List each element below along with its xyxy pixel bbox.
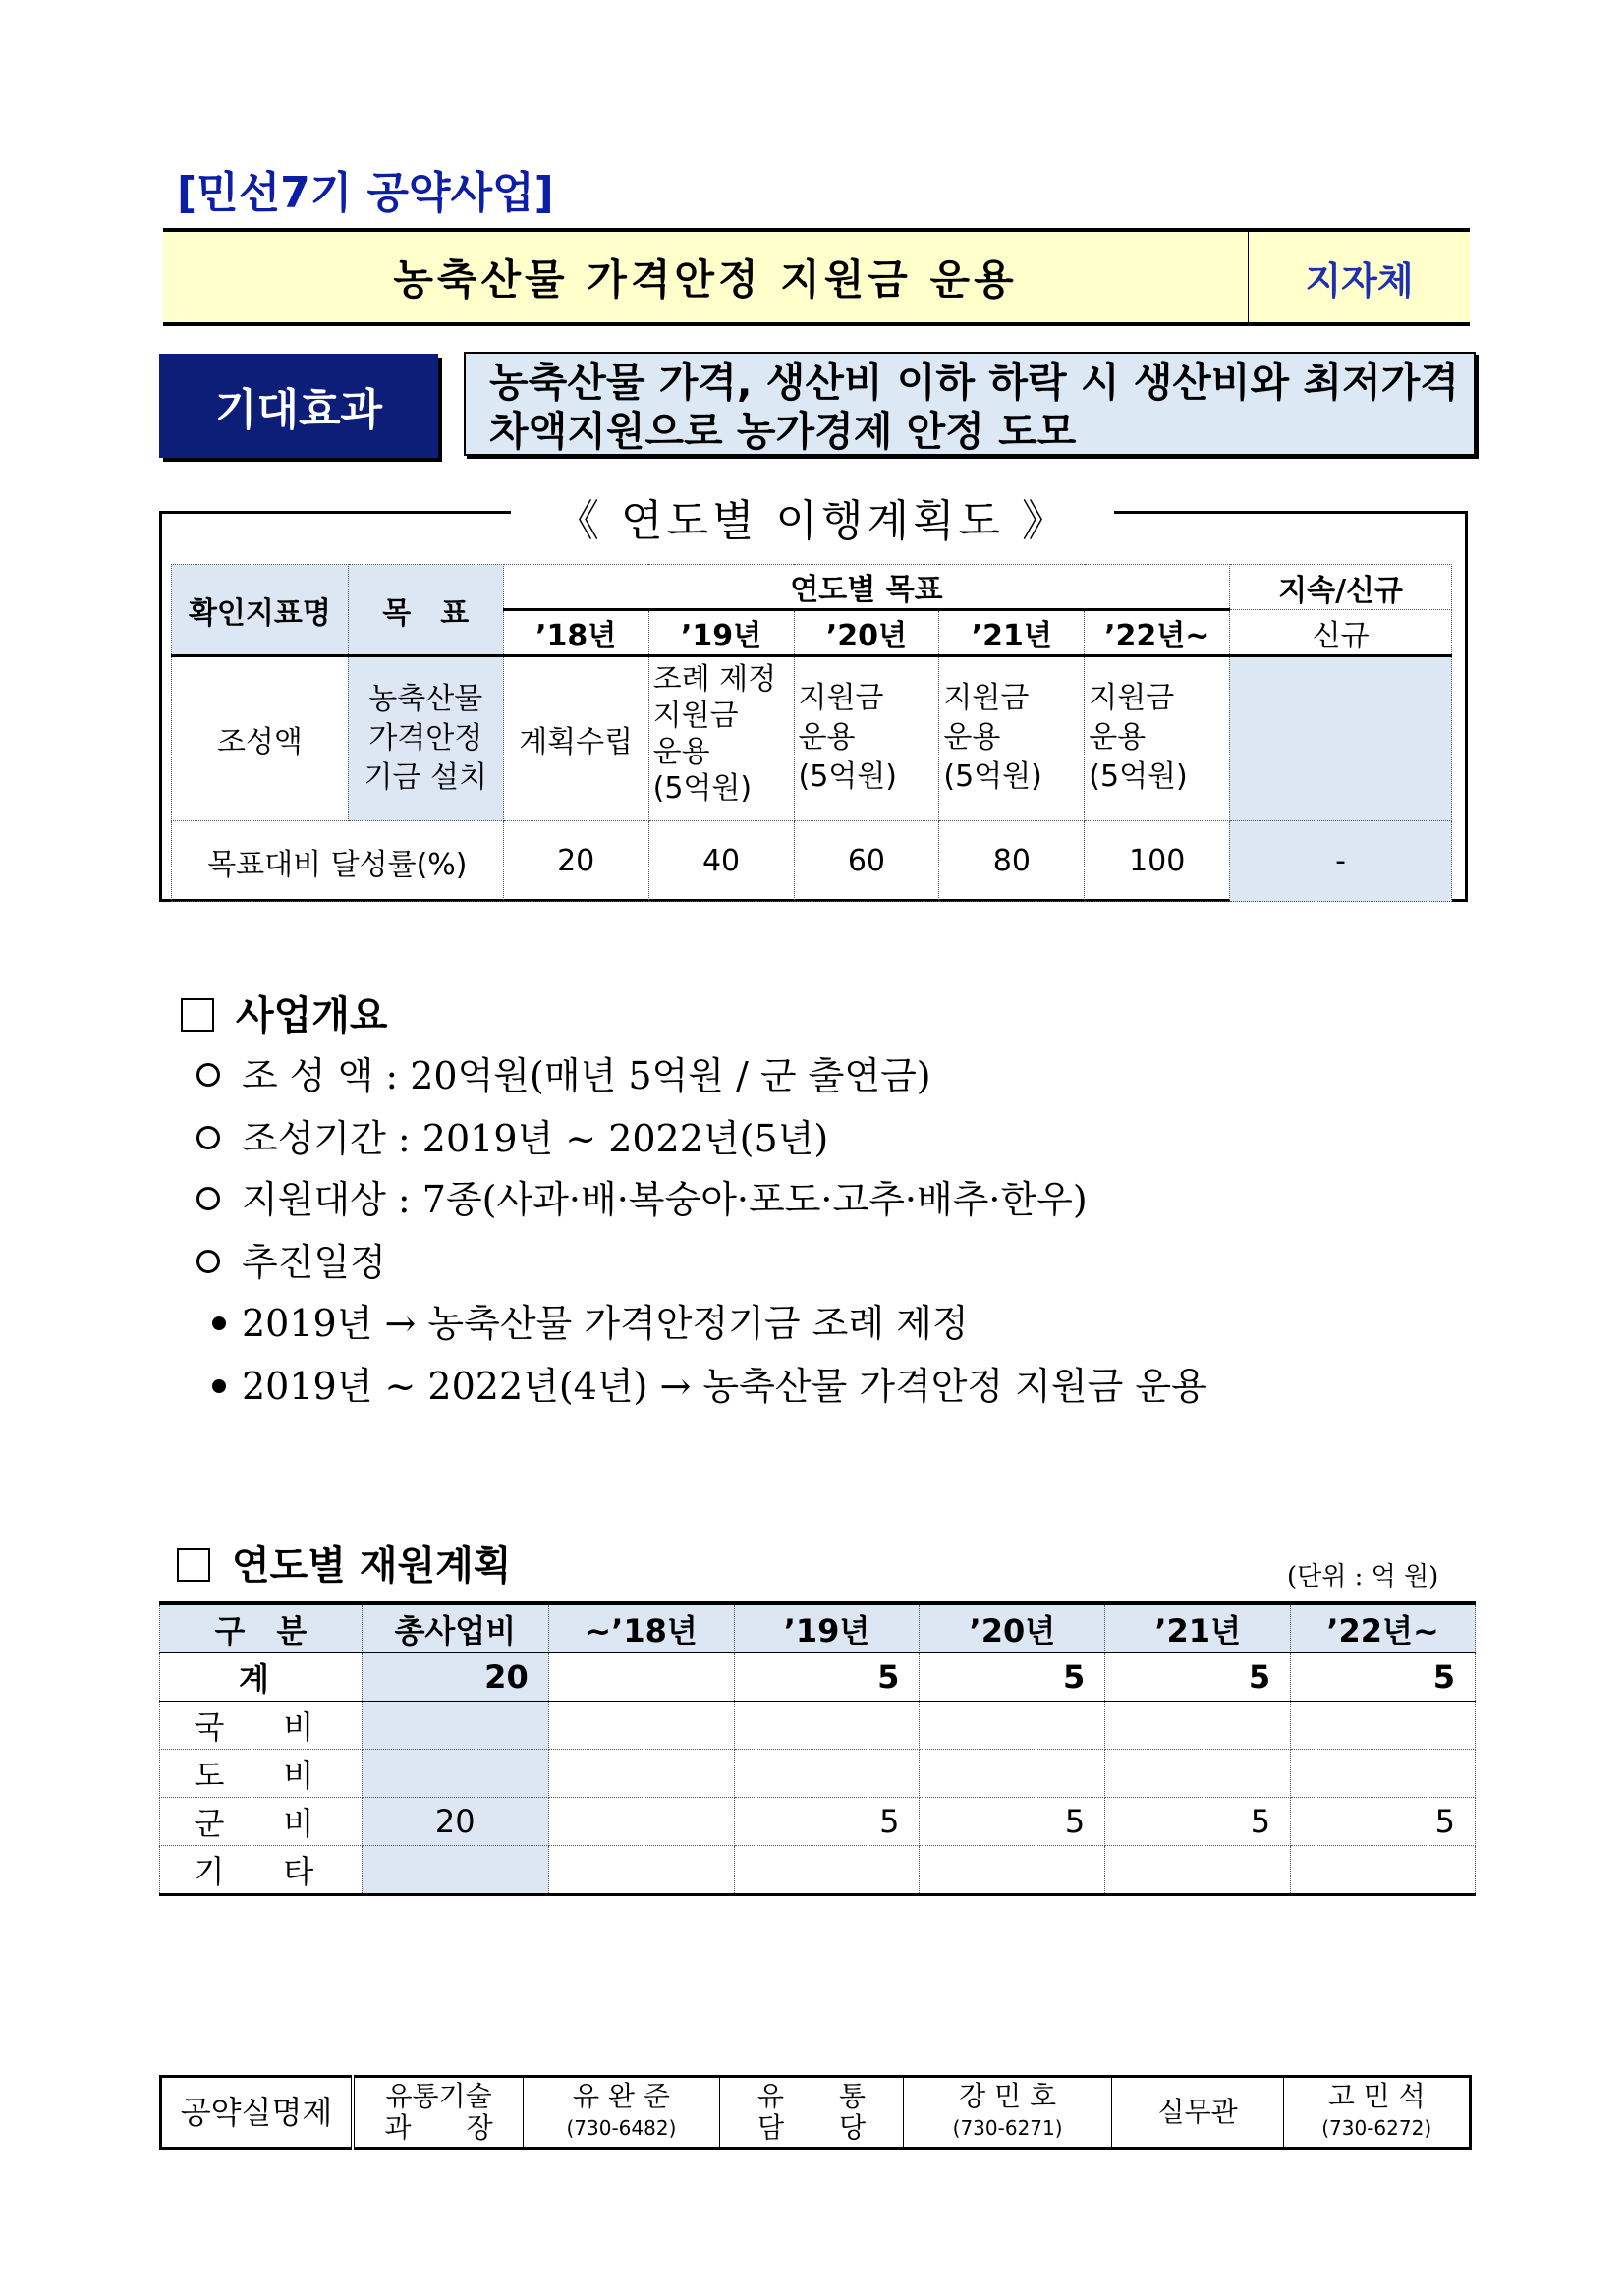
funding-col-header: ’22년~ [1291,1603,1476,1653]
plan-cell-19 [648,656,794,821]
cell: 20 [362,1798,548,1846]
plan-cell-22 [1085,656,1230,821]
plan-header-goal: 목 표 [348,565,503,656]
footer-staff-tel: (730-6272) [1321,2116,1432,2140]
plan-cell-line: 지원금 [798,681,884,715]
cell: 20 [362,1653,548,1702]
cell [1291,1750,1476,1798]
effect-line-2: 차액지원으로 농가경제 안정 도모 [489,408,1077,455]
checkbox-icon [177,1548,210,1582]
cell [1291,1846,1476,1895]
cell [920,1702,1105,1750]
plan-achievement-value: 100 [1085,821,1230,902]
cell [734,1702,920,1750]
footer-role-bottom: 담 당 [756,2111,867,2144]
plan-heading: 《 연도별 이행계획도 》 [556,496,1069,546]
funding-col-header: 구 분 [160,1603,363,1653]
footer-staff-name: 고 민 석 [1327,2080,1426,2112]
plan-cell-18 [503,656,648,821]
table-row [160,1702,1476,1750]
overview-heading-text: 사업개요 [236,993,388,1038]
cell: 5 [920,1653,1105,1702]
row-label: 계 [160,1653,363,1702]
plan-cell-line: 운용 [652,735,710,769]
plan-status-cell [1230,656,1452,821]
plan-goal-line: 가격안정 [368,721,483,756]
effect-line-1: 농축산물 가격, 생산비 이하 하락 시 생산비와 최저가격 [489,359,1459,406]
plan-frame-line [1114,511,1468,514]
table-row [160,1653,1476,1702]
checkbox-icon [181,998,214,1032]
footer-lead-tel: (730-6271) [952,2116,1063,2140]
funding-table [159,1601,1476,1896]
plan-header-indicator: 확인지표명 [172,565,349,656]
page-title: 농축산물 가격안정 지원금 운용 [393,255,1018,304]
plan-status-value: 신규 [1230,610,1452,656]
cell: 5 [734,1798,920,1846]
footer-table [159,2075,1472,2150]
circle-bullet-icon [196,1063,220,1087]
subject-label: 지자체 [1248,232,1470,322]
plan-cell-line: (5억원) [943,759,1042,794]
dot-bullet-icon [212,1316,226,1330]
cell [548,1798,734,1846]
effect-label: 기대효과 [159,354,438,458]
overview-sub-item [212,1293,969,1347]
footer-manager [524,2077,720,2149]
funding-heading-text: 연도별 재원계획 [232,1543,512,1589]
cell: 5 [1105,1653,1291,1702]
funding-col-header: ’19년 [734,1603,920,1653]
plan-goal-line: 기금 설치 [364,760,487,795]
cell [920,1846,1105,1895]
overview-sub-item [212,1356,1207,1410]
overview-sub-item-text: 2019년 ~ 2022년(4년) → 농축산물 가격안정 지원금 운용 [242,1365,1207,1408]
plan-cell-line: 운용 [943,720,1001,755]
row-label: 기 타 [160,1846,363,1895]
plan-cell-21 [939,656,1085,821]
cell: 5 [920,1798,1105,1846]
footer-manager-name: 유 완 준 [572,2080,670,2112]
overview-item [196,1169,1088,1223]
pledge-tag: [민선7기 공약사업] [177,168,554,218]
footer-dept-bottom: 과 장 [384,2111,493,2144]
overview-item-text: 추진일정 [242,1241,386,1284]
table-row [160,1750,1476,1798]
cell [734,1846,920,1895]
row-label: 군 비 [160,1798,363,1846]
plan-cell-line: 계획수립 [519,725,634,759]
cell [1105,1702,1291,1750]
dot-bullet-icon [212,1379,226,1393]
cell: 5 [734,1653,920,1702]
overview-item [196,1108,828,1162]
row-label: 국 비 [160,1702,363,1750]
footer-role-top: 유 통 [756,2080,867,2112]
cell [548,1750,734,1798]
footer-staff-label: 실무관 [1111,2077,1284,2149]
footer-label: 공약실명제 [161,2077,353,2149]
cell [362,1846,548,1895]
plan-goal-line: 농축산물 [368,682,483,716]
funding-heading [177,1535,511,1591]
cell [920,1750,1105,1798]
effect-text [464,352,1476,456]
plan-achievement-value: 20 [503,821,648,902]
cell [362,1750,548,1798]
footer-dept [353,2077,524,2149]
plan-header-status: 지속/신규 [1230,565,1452,610]
title-box [163,228,1470,326]
cell [1291,1702,1476,1750]
plan-cell-line: 지원금 [1089,681,1175,715]
plan-cell-line: 운용 [798,720,856,755]
plan-table [171,564,1452,902]
table-row [160,1798,1476,1846]
plan-cell-line: 운용 [1089,720,1147,755]
footer-lead-name: 강 민 호 [959,2080,1057,2112]
cell [734,1750,920,1798]
table-row [160,1846,1476,1895]
plan-cell-line: (5억원) [798,759,897,794]
plan-achievement-value: 60 [794,821,939,902]
overview-item-text: 조 성 액 : 20억원(매년 5억원 / 군 출연금) [242,1054,931,1097]
overview-item [196,1232,386,1286]
cell: 5 [1291,1798,1476,1846]
footer-role [719,2077,904,2149]
plan-cell-line: (5억원) [652,771,753,806]
plan-indicator: 조성액 [172,656,349,821]
cell [548,1702,734,1750]
plan-cell-line: 지원금 [943,681,1030,715]
plan-goal [348,656,503,821]
circle-bullet-icon [196,1250,220,1273]
plan-cell-line: 지원금 [652,699,739,733]
footer-staff [1284,2077,1471,2149]
cell [548,1846,734,1895]
plan-year-22: ’22년~ [1085,610,1230,656]
cell [548,1653,734,1702]
plan-achievement-status: - [1230,821,1452,902]
overview-item-text: 지원대상 : 7종(사과·배·복숭아·포도·고추·배추·한우) [242,1178,1088,1221]
funding-col-header: ’20년 [920,1603,1105,1653]
overview-item-text: 조성기간 : 2019년 ~ 2022년(5년) [242,1117,829,1160]
row-label: 도 비 [160,1750,363,1798]
cell [362,1702,548,1750]
cell [1105,1750,1291,1798]
cell [1105,1846,1291,1895]
plan-achievement-label: 목표대비 달성률(%) [172,821,504,902]
plan-year-21: ’21년 [939,610,1085,656]
plan-year-19: ’19년 [648,610,794,656]
unit-label: (단위 : 억 원) [1287,1562,1439,1592]
funding-col-header: ~’18년 [548,1603,734,1653]
plan-year-18: ’18년 [503,610,648,656]
cell: 5 [1291,1653,1476,1702]
footer-lead [904,2077,1112,2149]
footer-manager-tel: (730-6482) [566,2116,677,2140]
overview-heading [181,984,388,1040]
funding-col-header: ’21년 [1105,1603,1291,1653]
plan-year-20: ’20년 [794,610,939,656]
plan-cell-line: (5억원) [1089,759,1188,794]
plan-achievement-value: 40 [648,821,794,902]
plan-cell-20 [794,656,939,821]
overview-item [196,1045,931,1099]
cell: 5 [1105,1798,1291,1846]
footer-dept-top: 유통기술 [385,2080,492,2112]
circle-bullet-icon [196,1126,220,1149]
plan-cell-line: 조례 제정 [652,662,777,697]
plan-header-yearly: 연도별 목표 [503,565,1229,610]
plan-achievement-value: 80 [939,821,1085,902]
overview-sub-item-text: 2019년 → 농축산물 가격안정기금 조례 제정 [242,1302,969,1345]
plan-frame-line [159,511,511,514]
funding-col-header: 총사업비 [362,1603,548,1653]
circle-bullet-icon [196,1187,220,1210]
